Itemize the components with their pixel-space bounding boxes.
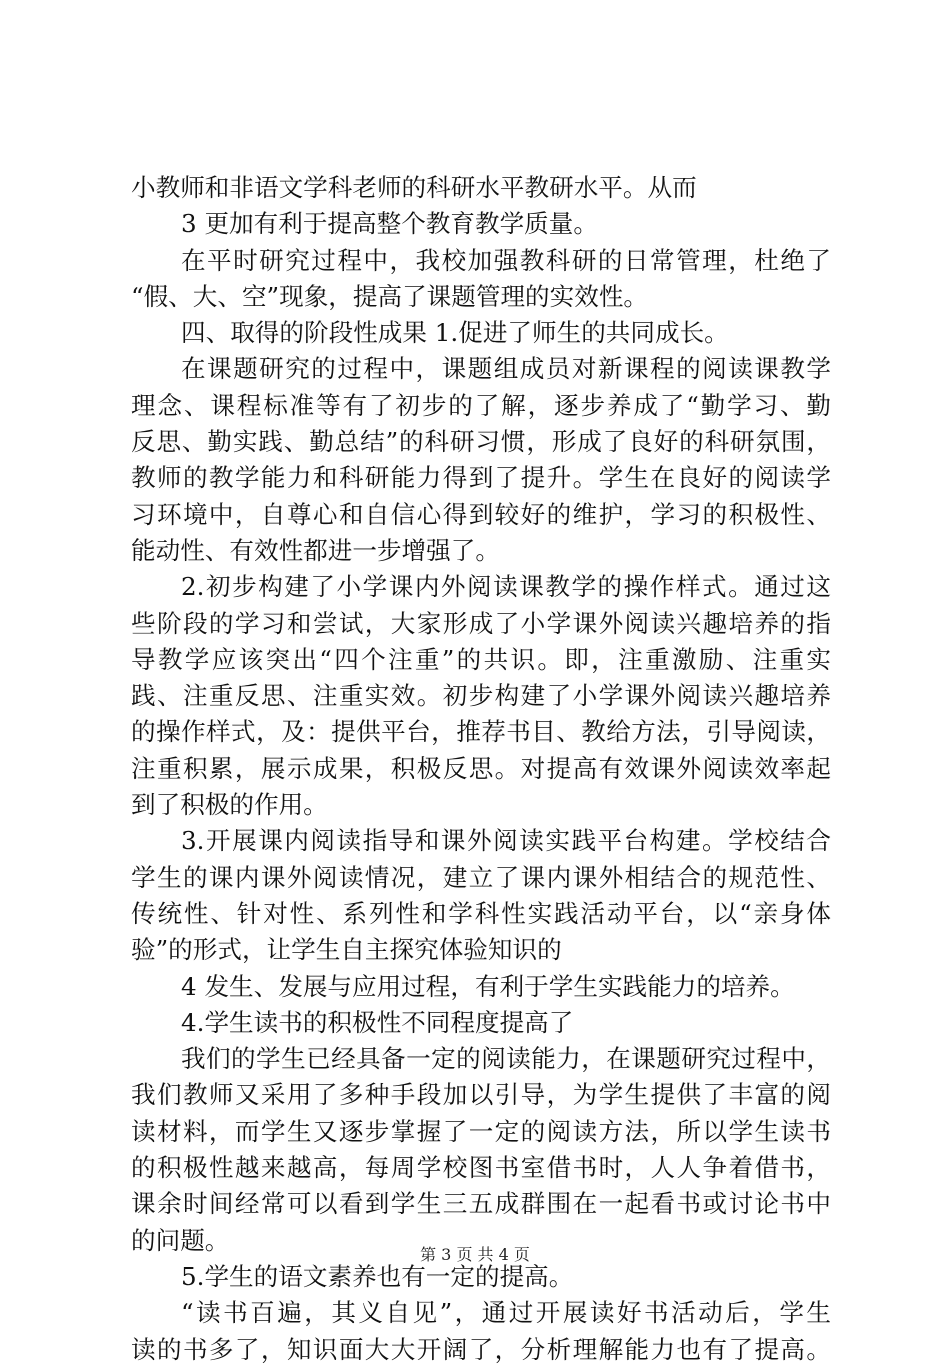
text-line: 践、注重反思、注重实效。初步构建了小学课外阅读兴趣培养 [131, 681, 831, 711]
page-footer: 第 3 页 共 4 页 [420, 1245, 530, 1264]
text-line: 注重积累，展示成果，积极反思。对提高有效课外阅读效率起 [131, 753, 831, 783]
text-line: 读的书多了，知识面大大开阔了，分析理解能力也有了提高。 [131, 1334, 831, 1364]
text-line: 四、取得的阶段性成果 1.促进了师生的共同成长。 [181, 318, 729, 348]
text-line: 习环境中，自尊心和自信心得到较好的维护，学习的积极性、 [131, 499, 831, 529]
text-line: 4 发生、发展与应用过程，有利于学生实践能力的培养。 [181, 971, 795, 1001]
text-line: 4.学生读书的积极性不同程度提高了 [181, 1007, 574, 1037]
text-line: 3 更加有利于提高整个教育教学质量。 [181, 209, 598, 239]
text-line: 5.学生的语文素养也有一定的提高。 [181, 1261, 574, 1291]
text-line: 验”的形式，让学生自主探究体验知识的 [131, 935, 562, 965]
text-line: 的积极性越来越高，每周学校图书室借书时，人人争着借书， [131, 1153, 831, 1183]
text-line: 2.初步构建了小学课内外阅读课教学的操作样式。通过这 [181, 572, 831, 602]
text-line: 到了积极的作用。 [131, 790, 328, 820]
text-line: 在课题研究的过程中，课题组成员对新课程的阅读课教学 [181, 354, 831, 384]
text-line: 能动性、有效性都进一步增强了。 [131, 535, 500, 565]
text-line: 的操作样式，及：提供平台，推荐书目、教给方法，引导阅读， [131, 717, 831, 747]
text-line: 理念、课程标准等有了初步的了解，逐步养成了“勤学习、勤 [131, 390, 831, 420]
text-line: 课余时间经常可以看到学生三五成群围在一起看书或讨论书中 [131, 1189, 831, 1219]
document-body [131, 170, 831, 1368]
text-line: 教师的教学能力和科研能力得到了提升。学生在良好的阅读学 [131, 463, 831, 493]
text-line: 我们教师又采用了多种手段加以引导，为学生提供了丰富的阅 [131, 1080, 831, 1110]
text-line: 3.开展课内阅读指导和课外阅读实践平台构建。学校结合 [181, 826, 831, 856]
text-line: 反思、勤实践、勤总结”的科研习惯，形成了良好的科研氛围， [131, 427, 831, 457]
text-line: “假、大、空”现象，提高了课题管理的实效性。 [131, 281, 649, 311]
text-line: 传统性、针对性、系列性和学科性实践活动平台，以“亲身体 [131, 898, 831, 928]
text-line: 我们的学生已经具备一定的阅读能力，在课题研究过程中， [181, 1044, 831, 1074]
text-line: 在平时研究过程中，我校加强教科研的日常管理，杜绝了 [181, 245, 831, 275]
text-line: “读书百遍，其义自见”，通过开展读好书活动后，学生 [181, 1298, 831, 1328]
text-line: 读材料，而学生又逐步掌握了一定的阅读方法，所以学生读书 [131, 1116, 831, 1146]
text-line: 些阶段的学习和尝试，大家形成了小学课外阅读兴趣培养的指 [131, 608, 831, 638]
text-line: 学生的课内课外阅读情况，建立了课内课外相结合的规范性、 [131, 862, 831, 892]
text-line: 小教师和非语文学科老师的科研水平教研水平。从而 [131, 173, 697, 202]
text-line: 导教学应该突出“四个注重”的共识。即，注重激励、注重实 [131, 644, 831, 674]
text-line: 的问题。 [131, 1225, 230, 1255]
